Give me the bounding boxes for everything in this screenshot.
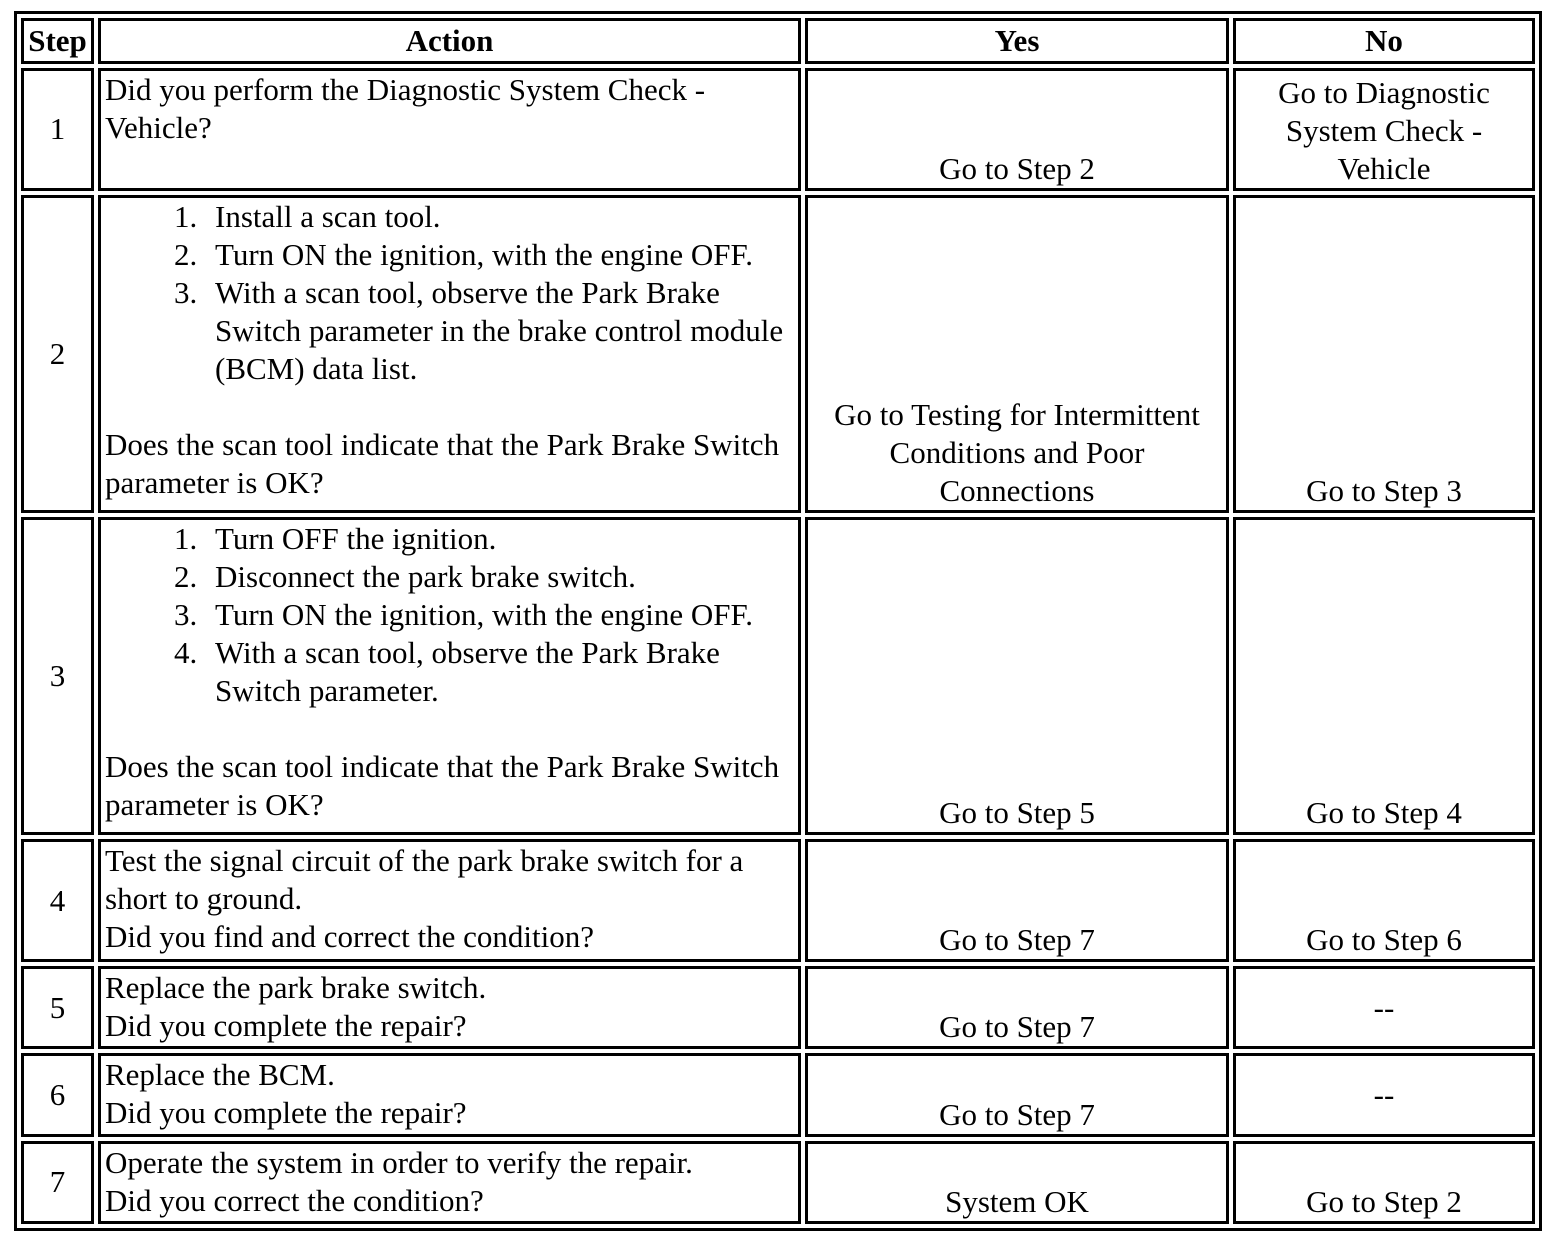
action-steps-list bbox=[105, 520, 794, 710]
action-text: Operate the system in order to verify the repair. bbox=[105, 1144, 693, 1180]
action-step-item: 4. With a scan tool, observe the Park Brake Switch parameter. bbox=[205, 634, 794, 710]
no-result: Go to Step 2 bbox=[1233, 1141, 1535, 1224]
action-cell bbox=[98, 1141, 801, 1224]
yes-result: Go to Step 5 bbox=[805, 517, 1229, 835]
action-question: Does the scan tool indicate that the Park Brake Switch parameter is OK? bbox=[105, 749, 780, 822]
action-question: Does the scan tool indicate that the Park Brake Switch parameter is OK? bbox=[105, 426, 780, 500]
no-result: -- bbox=[1233, 966, 1535, 1049]
table-row bbox=[21, 839, 1535, 962]
action-cell bbox=[98, 68, 801, 191]
action-step-item: 1. Turn OFF the ignition. bbox=[205, 520, 794, 558]
action-question: Did you complete the repair? bbox=[105, 1095, 467, 1131]
step-number: 3 bbox=[21, 517, 94, 835]
action-cell bbox=[98, 966, 801, 1049]
action-step-item: 3. With a scan tool, observe the Park Brake Switch parameter in the brake control module (BCM) data list. bbox=[205, 274, 794, 388]
no-result: Go to Step 4 bbox=[1233, 517, 1535, 835]
diagnostic-table bbox=[14, 11, 1542, 1231]
action-question: Did you correct the condition? bbox=[105, 1182, 484, 1218]
table-row bbox=[21, 966, 1535, 1049]
step-number: 7 bbox=[21, 1141, 94, 1224]
table-row bbox=[21, 517, 1535, 835]
yes-result: Go to Step 7 bbox=[805, 1053, 1229, 1136]
header-action: Action bbox=[98, 18, 801, 64]
step-number: 5 bbox=[21, 966, 94, 1049]
action-text: Replace the park brake switch. bbox=[105, 970, 487, 1005]
action-cell bbox=[98, 1053, 801, 1136]
no-result: -- bbox=[1233, 1053, 1535, 1136]
action-cell bbox=[98, 195, 801, 513]
action-step-item: 1. Install a scan tool. bbox=[205, 198, 794, 236]
action-step-item: 2. Turn ON the ignition, with the engine OFF. bbox=[205, 236, 794, 274]
step-number: 6 bbox=[21, 1053, 94, 1136]
header-yes: Yes bbox=[805, 18, 1229, 64]
yes-result: Go to Step 7 bbox=[805, 839, 1229, 962]
action-question: Did you find and correct the condition? bbox=[105, 919, 594, 955]
action-steps-list bbox=[105, 198, 794, 388]
yes-result: Go to Testing for Intermittent Conditions and Poor Connections bbox=[805, 195, 1229, 513]
action-cell bbox=[98, 839, 801, 962]
action-text: Did you perform the Diagnostic System Check - bbox=[105, 72, 706, 107]
header-row bbox=[21, 18, 1535, 64]
table-row bbox=[21, 1053, 1535, 1136]
step-number: 4 bbox=[21, 839, 94, 962]
no-result: Go to Step 6 bbox=[1233, 839, 1535, 962]
action-text: Vehicle? bbox=[105, 110, 212, 145]
step-number: 2 bbox=[21, 195, 94, 513]
yes-result: Go to Step 7 bbox=[805, 966, 1229, 1049]
no-result: Go to Step 3 bbox=[1233, 195, 1535, 513]
yes-result: Go to Step 2 bbox=[805, 68, 1229, 191]
action-text: Test the signal circuit of the park brake switch for a short to ground. bbox=[105, 843, 744, 917]
action-step-item: 3. Turn ON the ignition, with the engine OFF. bbox=[205, 596, 794, 634]
header-no: No bbox=[1233, 18, 1535, 64]
step-number: 1 bbox=[21, 68, 94, 191]
table-row bbox=[21, 68, 1535, 191]
action-text: Replace the BCM. bbox=[105, 1057, 335, 1093]
action-step-item: 2. Disconnect the park brake switch. bbox=[205, 558, 794, 596]
header-step: Step bbox=[21, 18, 94, 64]
yes-result: System OK bbox=[805, 1141, 1229, 1224]
action-cell bbox=[98, 517, 801, 835]
table-row bbox=[21, 195, 1535, 513]
table-row bbox=[21, 1141, 1535, 1224]
no-result: Go to Diagnostic System Check - Vehicle bbox=[1233, 68, 1535, 191]
action-question: Did you complete the repair? bbox=[105, 1008, 467, 1043]
